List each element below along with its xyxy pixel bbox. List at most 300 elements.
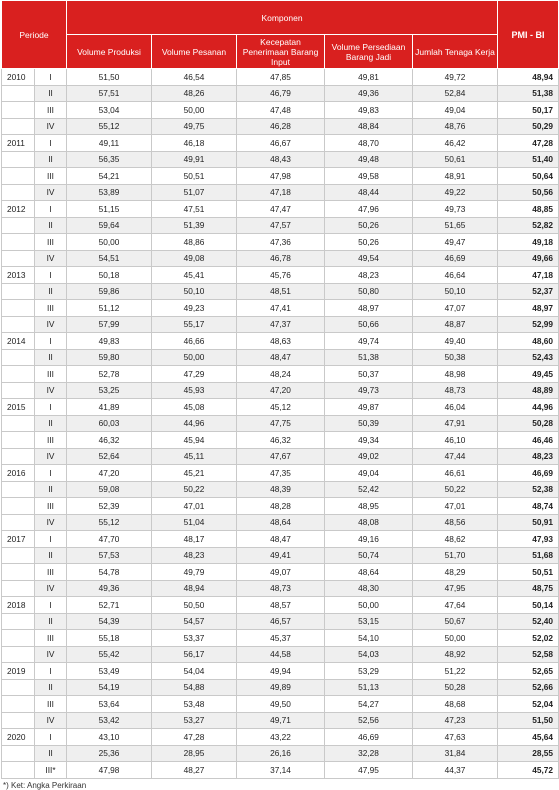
cell-value: 51,50 [67,69,152,86]
table-row [2,613,559,630]
table-row [2,465,559,482]
cell-value: 47,37 [237,316,325,333]
cell-year [2,580,35,597]
cell-pmi: 50,56 [498,184,559,201]
cell-value: 50,00 [152,102,237,119]
cell-value: 47,01 [152,498,237,515]
cell-year [2,696,35,713]
cell-value: 50,28 [413,679,498,696]
cell-value: 53,64 [67,696,152,713]
table-row [2,745,559,762]
cell-value: 51,04 [152,514,237,531]
cell-value: 49,11 [67,135,152,152]
cell-quarter: I [35,729,67,746]
cell-value: 50,00 [67,234,152,251]
cell-year [2,300,35,317]
cell-pmi: 52,58 [498,646,559,663]
cell-year: 2012 [2,201,35,218]
cell-value: 48,87 [413,316,498,333]
table-row [2,597,559,614]
cell-value: 45,08 [152,399,237,416]
cell-quarter: III [35,102,67,119]
cell-quarter: II [35,745,67,762]
cell-value: 46,66 [152,333,237,350]
cell-value: 48,95 [325,498,413,515]
cell-value: 48,23 [325,267,413,284]
header-col-volume-persediaan: Volume Persediaan Barang Jadi [325,35,413,69]
cell-value: 52,78 [67,366,152,383]
cell-value: 49,36 [325,85,413,102]
cell-value: 57,53 [67,547,152,564]
cell-value: 32,28 [325,745,413,762]
cell-quarter: II [35,349,67,366]
cell-value: 47,48 [237,102,325,119]
cell-value: 49,16 [325,531,413,548]
cell-year [2,415,35,432]
cell-value: 47,41 [237,300,325,317]
header-pmi: PMI - BI [498,1,559,69]
cell-value: 50,38 [413,349,498,366]
cell-pmi: 47,28 [498,135,559,152]
cell-value: 54,57 [152,613,237,630]
cell-value: 51,07 [152,184,237,201]
cell-quarter: IV [35,514,67,531]
cell-value: 48,68 [413,696,498,713]
cell-value: 46,10 [413,432,498,449]
cell-value: 41,89 [67,399,152,416]
cell-value: 54,27 [325,696,413,713]
cell-value: 46,79 [237,85,325,102]
cell-pmi: 48,60 [498,333,559,350]
cell-value: 48,26 [152,85,237,102]
header-komponen: Komponen [67,1,498,35]
table-row [2,85,559,102]
cell-value: 51,39 [152,217,237,234]
cell-value: 50,10 [152,283,237,300]
cell-value: 50,26 [325,217,413,234]
table-row [2,580,559,597]
cell-quarter: I [35,597,67,614]
table-row [2,118,559,135]
cell-value: 46,32 [237,432,325,449]
cell-value: 46,69 [413,250,498,267]
cell-value: 43,10 [67,729,152,746]
cell-value: 49,40 [413,333,498,350]
cell-value: 49,04 [325,465,413,482]
cell-quarter: II [35,481,67,498]
cell-year [2,547,35,564]
cell-quarter: IV [35,712,67,729]
cell-quarter: III [35,366,67,383]
cell-pmi: 48,94 [498,69,559,86]
cell-value: 53,25 [67,382,152,399]
cell-pmi: 45,64 [498,729,559,746]
cell-value: 48,24 [237,366,325,383]
cell-year [2,448,35,465]
cell-pmi: 50,28 [498,415,559,432]
footnote: *) Ket: Angka Perkiraan [3,780,87,790]
cell-value: 46,78 [237,250,325,267]
table-row [2,201,559,218]
table-row [2,333,559,350]
cell-value: 56,17 [152,646,237,663]
cell-quarter: III [35,498,67,515]
cell-pmi: 52,40 [498,613,559,630]
cell-value: 44,58 [237,646,325,663]
cell-value: 48,70 [325,135,413,152]
cell-value: 49,22 [413,184,498,201]
cell-value: 50,39 [325,415,413,432]
cell-value: 51,70 [413,547,498,564]
cell-year [2,168,35,185]
cell-year [2,712,35,729]
cell-value: 47,95 [413,580,498,597]
cell-value: 45,76 [237,267,325,284]
cell-quarter: IV [35,646,67,663]
cell-value: 48,17 [152,531,237,548]
cell-value: 49,73 [413,201,498,218]
cell-quarter: I [35,465,67,482]
cell-value: 49,23 [152,300,237,317]
cell-quarter: I [35,69,67,86]
cell-value: 49,94 [237,663,325,680]
cell-value: 44,37 [413,762,498,779]
cell-year [2,498,35,515]
cell-year: 2018 [2,597,35,614]
cell-pmi: 49,18 [498,234,559,251]
table-row [2,630,559,647]
cell-value: 49,74 [325,333,413,350]
table-row [2,283,559,300]
cell-value: 52,56 [325,712,413,729]
cell-quarter: II [35,415,67,432]
cell-pmi: 50,64 [498,168,559,185]
cell-year [2,762,35,779]
cell-year [2,613,35,630]
cell-value: 47,75 [237,415,325,432]
cell-pmi: 52,43 [498,349,559,366]
cell-quarter: II [35,283,67,300]
cell-value: 53,04 [67,102,152,119]
table-row [2,102,559,119]
cell-year [2,102,35,119]
table-row [2,267,559,284]
cell-pmi: 52,66 [498,679,559,696]
header-col-jumlah-tenaga-kerja: Jumlah Tenaga Kerja [413,35,498,69]
cell-quarter: I [35,399,67,416]
cell-year [2,118,35,135]
cell-year [2,382,35,399]
header-periode: Periode [2,1,67,69]
cell-quarter: III [35,300,67,317]
table-row [2,498,559,515]
cell-quarter: II [35,85,67,102]
cell-value: 47,36 [237,234,325,251]
cell-value: 49,36 [67,580,152,597]
cell-year [2,679,35,696]
cell-value: 45,41 [152,267,237,284]
cell-value: 49,75 [152,118,237,135]
cell-value: 49,83 [325,102,413,119]
cell-value: 49,08 [152,250,237,267]
cell-value: 45,11 [152,448,237,465]
cell-value: 44,96 [152,415,237,432]
cell-value: 48,98 [413,366,498,383]
cell-value: 48,97 [325,300,413,317]
table-row [2,382,559,399]
cell-value: 48,43 [237,151,325,168]
table-body [2,69,559,779]
cell-pmi: 52,37 [498,283,559,300]
cell-quarter: I [35,333,67,350]
cell-pmi: 48,75 [498,580,559,597]
cell-pmi: 52,65 [498,663,559,680]
header-col-kecepatan: Kecepatan Penerimaan Barang Input [237,35,325,69]
cell-value: 49,87 [325,399,413,416]
table-row [2,399,559,416]
cell-value: 48,28 [237,498,325,515]
cell-value: 60,03 [67,415,152,432]
table-row [2,696,559,713]
cell-quarter: III* [35,762,67,779]
cell-quarter: I [35,267,67,284]
cell-value: 59,80 [67,349,152,366]
cell-value: 50,26 [325,234,413,251]
cell-quarter: IV [35,580,67,597]
cell-value: 49,48 [325,151,413,168]
cell-value: 51,15 [67,201,152,218]
cell-value: 49,83 [67,333,152,350]
cell-value: 49,81 [325,69,413,86]
cell-value: 55,18 [67,630,152,647]
cell-quarter: II [35,613,67,630]
header-col-volume-produksi: Volume Produksi [67,35,152,69]
cell-value: 49,50 [237,696,325,713]
cell-value: 47,29 [152,366,237,383]
cell-pmi: 51,40 [498,151,559,168]
cell-year: 2019 [2,663,35,680]
cell-value: 50,22 [413,481,498,498]
cell-value: 52,84 [413,85,498,102]
cell-value: 50,51 [152,168,237,185]
cell-value: 47,96 [325,201,413,218]
cell-quarter: I [35,201,67,218]
cell-value: 48,91 [413,168,498,185]
cell-value: 55,12 [67,118,152,135]
cell-value: 49,54 [325,250,413,267]
cell-value: 46,42 [413,135,498,152]
cell-value: 57,51 [67,85,152,102]
cell-value: 46,64 [413,267,498,284]
cell-quarter: III [35,696,67,713]
cell-value: 52,39 [67,498,152,515]
cell-quarter: IV [35,316,67,333]
cell-year [2,234,35,251]
cell-value: 54,39 [67,613,152,630]
cell-value: 59,64 [67,217,152,234]
table-row [2,547,559,564]
cell-quarter: IV [35,250,67,267]
cell-year: 2015 [2,399,35,416]
cell-value: 50,18 [67,267,152,284]
cell-value: 50,80 [325,283,413,300]
cell-value: 48,29 [413,564,498,581]
cell-pmi: 51,50 [498,712,559,729]
cell-value: 52,42 [325,481,413,498]
cell-value: 54,88 [152,679,237,696]
cell-value: 26,16 [237,745,325,762]
cell-value: 46,32 [67,432,152,449]
cell-quarter: IV [35,118,67,135]
cell-pmi: 49,66 [498,250,559,267]
cell-year [2,630,35,647]
cell-pmi: 52,99 [498,316,559,333]
cell-value: 49,89 [237,679,325,696]
cell-pmi: 50,17 [498,102,559,119]
cell-value: 46,57 [237,613,325,630]
cell-year [2,564,35,581]
cell-pmi: 50,29 [498,118,559,135]
cell-year: 2014 [2,333,35,350]
cell-value: 48,64 [237,514,325,531]
cell-value: 47,28 [152,729,237,746]
cell-value: 46,04 [413,399,498,416]
cell-value: 47,70 [67,531,152,548]
table-row [2,151,559,168]
table-row [2,679,559,696]
table-row [2,514,559,531]
cell-year [2,745,35,762]
cell-year [2,514,35,531]
cell-value: 50,22 [152,481,237,498]
cell-value: 47,85 [237,69,325,86]
cell-pmi: 45,72 [498,762,559,779]
cell-value: 48,86 [152,234,237,251]
cell-pmi: 48,89 [498,382,559,399]
cell-value: 49,34 [325,432,413,449]
cell-quarter: I [35,663,67,680]
cell-value: 47,95 [325,762,413,779]
cell-value: 49,02 [325,448,413,465]
cell-value: 48,08 [325,514,413,531]
cell-value: 47,47 [237,201,325,218]
header-col-volume-pesanan: Volume Pesanan [152,35,237,69]
cell-value: 48,73 [237,580,325,597]
cell-value: 47,20 [67,465,152,482]
cell-value: 57,99 [67,316,152,333]
cell-value: 54,10 [325,630,413,647]
cell-value: 56,35 [67,151,152,168]
cell-value: 47,98 [237,168,325,185]
cell-value: 48,30 [325,580,413,597]
cell-quarter: III [35,630,67,647]
cell-year: 2010 [2,69,35,86]
cell-pmi: 51,38 [498,85,559,102]
cell-pmi: 50,51 [498,564,559,581]
cell-quarter: III [35,564,67,581]
cell-value: 47,67 [237,448,325,465]
cell-value: 50,61 [413,151,498,168]
cell-value: 48,94 [152,580,237,597]
cell-value: 59,08 [67,481,152,498]
cell-value: 50,50 [152,597,237,614]
table-row [2,481,559,498]
cell-value: 47,98 [67,762,152,779]
cell-value: 37,14 [237,762,325,779]
cell-year: 2020 [2,729,35,746]
cell-value: 55,42 [67,646,152,663]
table-row [2,646,559,663]
cell-value: 48,39 [237,481,325,498]
cell-value: 54,21 [67,168,152,185]
cell-value: 49,73 [325,382,413,399]
cell-value: 49,79 [152,564,237,581]
cell-value: 47,20 [237,382,325,399]
cell-value: 51,65 [413,217,498,234]
cell-value: 54,78 [67,564,152,581]
cell-value: 49,91 [152,151,237,168]
cell-pmi: 49,45 [498,366,559,383]
table-row [2,300,559,317]
cell-value: 50,67 [413,613,498,630]
cell-year [2,481,35,498]
cell-value: 52,71 [67,597,152,614]
cell-value: 49,71 [237,712,325,729]
cell-pmi: 51,68 [498,547,559,564]
cell-year: 2016 [2,465,35,482]
table-row [2,663,559,680]
cell-value: 53,29 [325,663,413,680]
cell-value: 45,12 [237,399,325,416]
cell-value: 53,89 [67,184,152,201]
table-row [2,762,559,779]
cell-pmi: 28,55 [498,745,559,762]
table-row [2,415,559,432]
cell-value: 31,84 [413,745,498,762]
cell-value: 53,27 [152,712,237,729]
cell-quarter: II [35,151,67,168]
cell-value: 55,12 [67,514,152,531]
cell-value: 49,07 [237,564,325,581]
cell-pmi: 50,91 [498,514,559,531]
table-row [2,250,559,267]
cell-value: 45,37 [237,630,325,647]
cell-quarter: IV [35,448,67,465]
cell-value: 48,27 [152,762,237,779]
cell-value: 48,47 [237,349,325,366]
cell-value: 45,93 [152,382,237,399]
cell-value: 47,07 [413,300,498,317]
cell-year [2,217,35,234]
cell-pmi: 48,74 [498,498,559,515]
cell-value: 50,37 [325,366,413,383]
cell-value: 48,76 [413,118,498,135]
table-row [2,432,559,449]
cell-value: 47,35 [237,465,325,482]
cell-value: 25,36 [67,745,152,762]
cell-value: 51,22 [413,663,498,680]
cell-value: 47,44 [413,448,498,465]
cell-value: 53,48 [152,696,237,713]
cell-value: 46,28 [237,118,325,135]
cell-value: 49,72 [413,69,498,86]
cell-value: 49,41 [237,547,325,564]
cell-value: 47,63 [413,729,498,746]
cell-value: 46,67 [237,135,325,152]
cell-pmi: 47,93 [498,531,559,548]
cell-pmi: 48,97 [498,300,559,317]
cell-value: 51,13 [325,679,413,696]
